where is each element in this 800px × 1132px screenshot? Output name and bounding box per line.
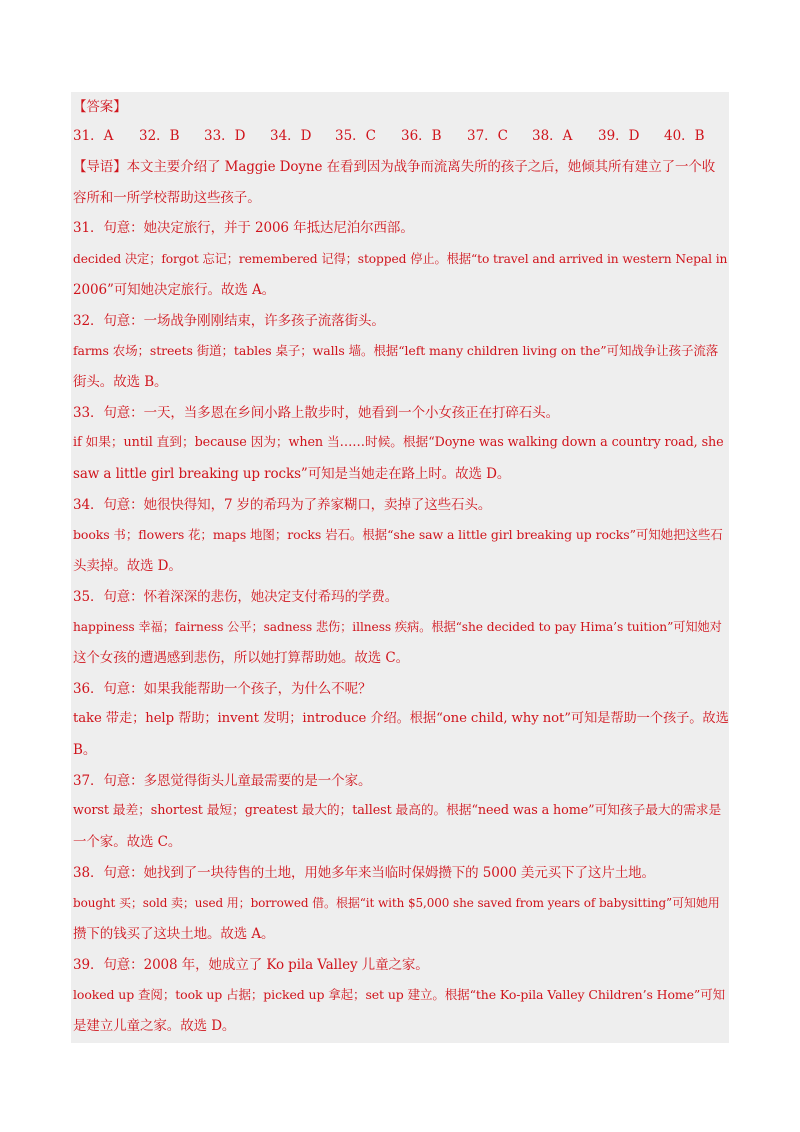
analysis-line-34: 头卖掉。故选 D。	[73, 558, 182, 574]
answer-heading: 【答案】	[73, 99, 127, 115]
analysis-line-34: books 书；flowers 花；maps 地图；rocks 岩石。根据“she saw a little girl breaking up rocks”可知她把这些石	[73, 527, 723, 542]
analysis-line-35: 这个女孩的遭遇感到悲伤，所以她打算帮助她。故选 C。	[73, 650, 410, 666]
analysis-line-37: worst 最差；shortest 最短；greatest 最大的；tallest 最高的。根据“need was a home”可知孩子最大的需求是	[73, 803, 722, 818]
analysis-line-32: 街头。故选 B。	[73, 374, 168, 390]
answer-32: 32．B	[139, 128, 180, 144]
analysis-line-36: take 带走；help 帮助；invent 发明；introduce 介绍。根据“one child, why not”可知是帮助一个孩子。故选	[73, 711, 729, 726]
analysis-line-39: 是建立儿童之家。故选 D。	[73, 1018, 236, 1034]
answer-39: 39．D	[598, 128, 640, 144]
question-translation-39: 39．句意：2008 年，她成立了 Ko pila Valley 儿童之家。	[73, 957, 429, 973]
question-translation-37: 37．句意：多恩觉得街头儿童最需要的是一个家。	[73, 773, 372, 789]
answer-37: 37．C	[467, 128, 509, 144]
answer-36: 36．B	[401, 128, 442, 144]
analysis-line-33: if 如果；until 直到；because 因为；when 当……时候。根据“Doyne was walking down a country road, she	[73, 435, 724, 450]
analysis-line-31: 2006”可知她决定旅行。故选 A。	[73, 282, 275, 298]
question-translation-31: 31．句意：她决定旅行，并于 2006 年抵达尼泊尔西部。	[73, 220, 414, 236]
analysis-line-35: happiness 幸福；fairness 公平；sadness 悲伤；illness 疾病。根据“she decided to pay Hima’s tuition”可知她对	[73, 620, 722, 634]
intro-line: 【导语】本文主要介绍了 Maggie Doyne 在看到因为战争而流离失所的孩子之后，她倾其所有建立了一个收	[73, 159, 716, 175]
analysis-line-38: 攒下的钱买了这块土地。故选 A。	[73, 926, 275, 942]
answer-key-row	[73, 127, 713, 145]
analysis-line-31: decided 决定；forgot 忘记；remembered 记得；stopped 停止。根据“to travel and arrived in western Nepal in	[73, 252, 728, 266]
answer-35: 35．C	[335, 128, 377, 144]
question-translation-38: 38．句意：她找到了一块待售的土地，用她多年来当临时保姆攒下的 5000 美元买下了这片土地。	[73, 865, 655, 881]
question-translation-32: 32．句意：一场战争刚刚结束，许多孩子流落街头。	[73, 313, 385, 329]
analysis-line-37: 一个家。故选 C。	[73, 834, 182, 850]
question-translation-33: 33．句意：一天，当多恩在乡间小路上散步时，她看到一个小女孩正在打碎石头。	[73, 405, 559, 421]
question-translation-35: 35．句意：怀着深深的悲伤，她决定支付希玛的学费。	[73, 589, 399, 605]
analysis-line-38: bought 买；sold 卖；used 用；borrowed 借。根据“it with $5,000 she saved from years of babysitting”可知她用	[73, 896, 720, 910]
answer-38: 38．A	[532, 128, 573, 144]
question-translation-36: 36．句意：如果我能帮助一个孩子，为什么不呢？	[73, 681, 372, 697]
answer-31: 31．A	[73, 128, 114, 144]
intro-line: 容所和一所学校帮助这些孩子。	[73, 190, 261, 206]
analysis-line-33: saw a little girl breaking up rocks”可知是当她走在路上时。故选 D。	[73, 466, 511, 482]
analysis-line-36: B。	[73, 742, 97, 758]
analysis-line-39: looked up 查阅；took up 占据；picked up 拿起；set up 建立。根据“the Ko-pila Valley Children’s Home”可知	[73, 987, 726, 1002]
analysis-line-32: farms 农场；streets 街道；tables 桌子；walls 墙。根据“left many children living on the”可知战争让孩子流落	[73, 343, 719, 358]
answer-34: 34．D	[270, 128, 312, 144]
answer-33: 33．D	[204, 128, 246, 144]
question-translation-34: 34．句意：她很快得知，7 岁的希玛为了养家糊口，卖掉了这些石头。	[73, 497, 492, 513]
answer-40: 40．B	[664, 128, 705, 144]
